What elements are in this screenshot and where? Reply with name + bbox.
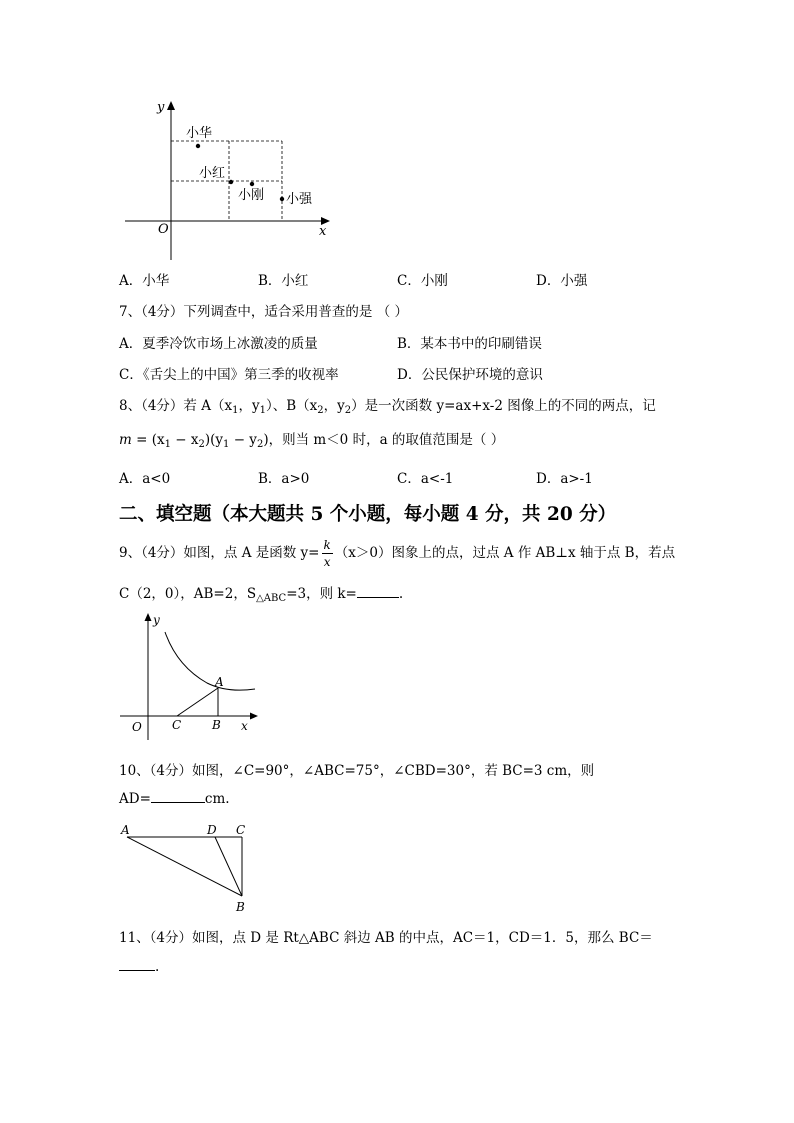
fraction-k-over-x xyxy=(322,539,333,568)
q7-option-d: D．公民保护环境的意识 xyxy=(397,367,543,383)
formula-part: )(y xyxy=(204,432,224,448)
q10-stem: 10、（4分）如图，∠C=90°，∠ABC=75°，∠CBD=30°，若 BC=3 cm，则 xyxy=(119,763,595,779)
point-d-label: D xyxy=(207,823,217,837)
q8-option-c: C．a<-1 xyxy=(397,471,454,487)
y-axis-arrow xyxy=(167,101,175,110)
q6-option-a: A．小华 xyxy=(119,273,170,289)
point-xiaohua xyxy=(196,144,200,148)
q9-stem-part: 9、（4分）如图，点 A 是函数 y= xyxy=(119,545,320,561)
q10-triangle-figure xyxy=(115,818,255,916)
section-2-title: 二、填空题（本大题共 5 个小题，每小题 4 分，共 20 分） xyxy=(119,504,617,525)
q7-option-a: A．夏季冷饮市场上冰激凌的质量 xyxy=(119,336,318,352)
subscript: 2 xyxy=(256,439,264,450)
fraction-denominator: x xyxy=(323,555,331,569)
answer-blank[interactable] xyxy=(151,790,205,803)
origin-label: O xyxy=(158,222,169,237)
q7-option-c: C．《舌尖上的中国》第三季的收视率 xyxy=(119,367,339,383)
q6-option-b: B．小红 xyxy=(258,273,309,289)
x-axis-label: x xyxy=(241,719,248,733)
subscript: 1 xyxy=(223,439,230,450)
formula-part: − y xyxy=(229,432,257,448)
q8-condition: ，则当 m＜0 时，a 的取值范围是（ ） xyxy=(268,432,505,448)
q9-hyperbola-figure xyxy=(115,610,265,740)
q9-line2 xyxy=(119,582,403,604)
point-a-label: A xyxy=(215,675,224,689)
y-axis-label: y xyxy=(157,100,165,115)
point-b-label: B xyxy=(236,900,245,914)
q10-line2 xyxy=(119,790,230,807)
origin-label: O xyxy=(132,720,142,734)
segment-db xyxy=(215,837,242,896)
subscript: 1 xyxy=(232,405,239,416)
point-b-label: B xyxy=(212,718,221,732)
q8-stem-part: ）、B（x xyxy=(265,398,318,414)
q6-coordinate-figure xyxy=(115,95,345,265)
label-xiaogang: 小刚 xyxy=(238,188,265,203)
q6-option-d: D．小强 xyxy=(536,273,588,289)
q9-line2-part: C（2，0），AB=2，S xyxy=(119,586,257,602)
x-axis-label: x xyxy=(319,224,327,239)
q9-stem-part: （x＞0）图象上的点，过点 A 作 AB⊥x 轴于点 B，若点 xyxy=(334,545,676,561)
dashed-guides xyxy=(171,141,282,221)
point-xiaohong xyxy=(229,180,233,184)
subscript: 1 xyxy=(259,405,266,416)
q8-stem-part: ，y xyxy=(323,398,345,414)
label-xiaoqiang: 小强 xyxy=(286,192,313,207)
subscript: 2 xyxy=(344,405,352,416)
q7-stem: 7、（4分）下列调查中，适合采用普查的是 （ ） xyxy=(119,304,409,320)
q8-stem-part: ，y xyxy=(238,398,260,414)
q8-option-d: D．a>-1 xyxy=(536,471,593,487)
q8-stem-part: 8、（4分）若 A（x xyxy=(119,398,233,414)
subscript: 2 xyxy=(198,439,205,450)
y-axis-label: y xyxy=(153,613,160,627)
label-xiaohua: 小华 xyxy=(186,126,213,141)
q11-line2 xyxy=(119,958,159,975)
q11-stem: 11、（4分）如图，点 D 是 Rt△ABC 斜边 AB 的中点，AC＝1，CD＝1．5，那么 BC＝ xyxy=(119,930,653,946)
formula-part: = (x xyxy=(131,432,165,448)
q9-stem xyxy=(119,538,675,568)
point-a-label: A xyxy=(121,823,130,837)
q8-stem-part: ）是一次函数 y=ax+x-2 图像上的不同的两点，记 xyxy=(351,398,656,414)
y-axis-arrow xyxy=(145,613,152,621)
answer-blank[interactable] xyxy=(357,585,399,598)
formula-m: m xyxy=(119,432,132,448)
answer-blank[interactable] xyxy=(119,958,155,971)
q8-option-b: B．a>0 xyxy=(258,471,310,487)
hyperbola-curve xyxy=(165,632,255,690)
segment-ca xyxy=(177,688,218,716)
q7-option-b: B．某本书中的印刷错误 xyxy=(397,336,542,352)
point-xiaoqiang xyxy=(280,197,284,201)
segment-ab xyxy=(127,837,242,896)
subscript: 2 xyxy=(317,405,324,416)
q10-line2-part: AD= xyxy=(119,791,151,807)
point-c-label: C xyxy=(172,718,182,732)
subscript: 1 xyxy=(164,439,171,450)
label-xiaohong: 小红 xyxy=(199,166,226,181)
q8-stem xyxy=(119,394,656,416)
q6-option-c: C．小刚 xyxy=(397,273,448,289)
q9-line2-part: . xyxy=(398,586,404,602)
q10-line2-part: cm. xyxy=(204,791,230,807)
point-xiaogang xyxy=(250,182,254,186)
q8-option-a: A．a<0 xyxy=(119,471,171,487)
q8-formula-line xyxy=(119,428,504,450)
x-axis-arrow xyxy=(250,713,258,720)
point-c-label: C xyxy=(236,823,246,837)
formula-part: − x xyxy=(170,432,199,448)
q11-line2-part: . xyxy=(155,959,160,975)
fraction-numerator: k xyxy=(323,538,331,552)
subscript: △ABC xyxy=(256,593,287,604)
q9-line2-part: =3，则 k= xyxy=(286,586,357,602)
formula-part: ) xyxy=(263,432,269,448)
